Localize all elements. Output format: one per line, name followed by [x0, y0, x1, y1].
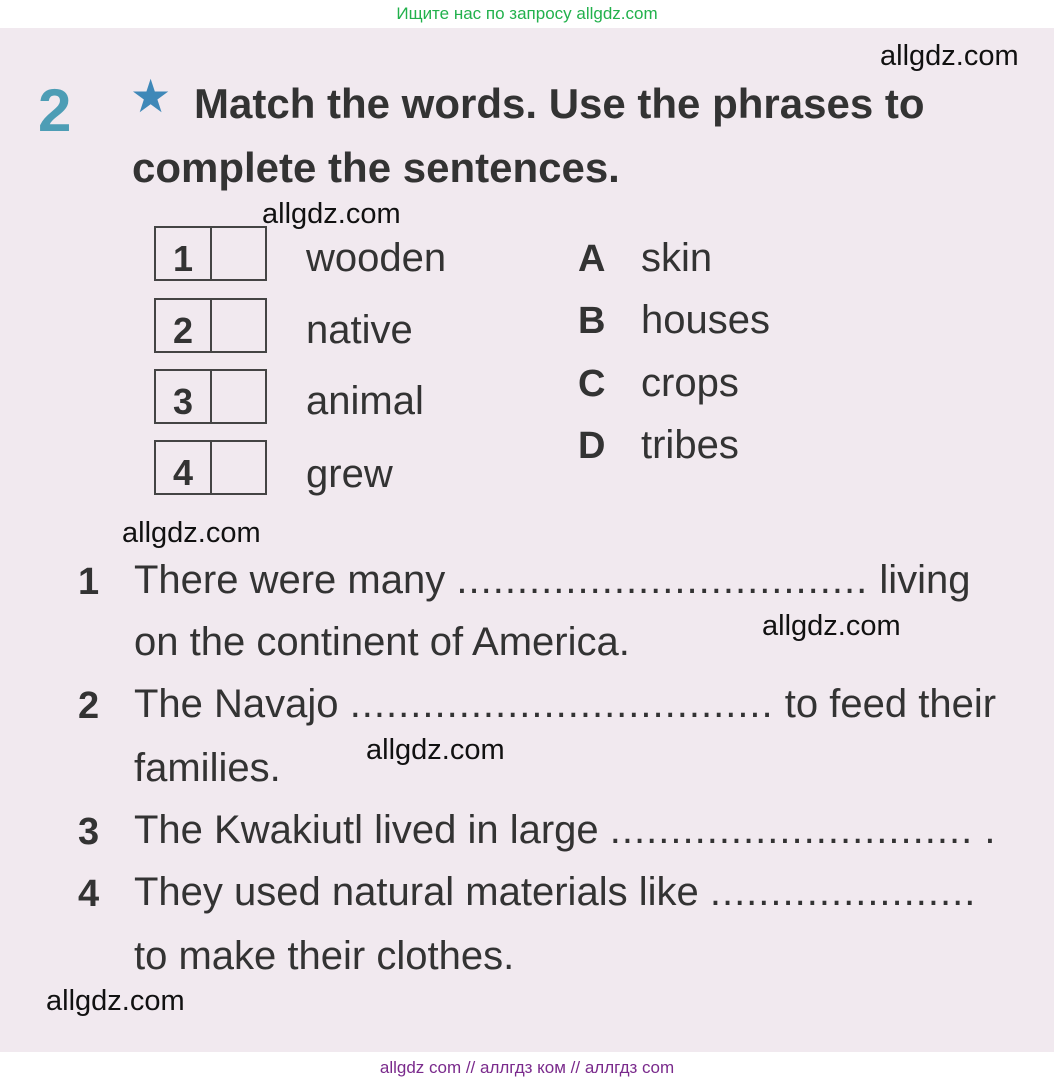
- left-word: native: [306, 308, 413, 352]
- answer-blank[interactable]: ......................: [709, 870, 977, 914]
- option-word: skin: [641, 236, 713, 280]
- sentence-line: [134, 808, 995, 853]
- task-number: 2: [38, 77, 72, 144]
- top-banner: [0, 0, 1054, 28]
- left-word: grew: [306, 452, 393, 496]
- match-box-2: [154, 298, 267, 353]
- match-number: 3: [156, 371, 212, 422]
- sentence-number: 3: [78, 811, 100, 853]
- answer-blank[interactable]: ..............................: [609, 808, 974, 852]
- sentence-number: 4: [78, 873, 100, 915]
- match-box-3: [154, 369, 267, 424]
- match-number: 2: [156, 300, 212, 351]
- watermark: allgdz.com: [366, 734, 505, 766]
- option-letter: D: [578, 425, 606, 467]
- bottom-banner-text: allgdz com // аллгдз ком // аллгдз com: [379, 1058, 675, 1077]
- sentence-text: There were many: [134, 558, 446, 602]
- bottom-banner: [0, 1052, 1054, 1082]
- sentence-line: [134, 870, 976, 915]
- sentence-text: living: [879, 558, 971, 602]
- watermark: allgdz.com: [880, 40, 1019, 72]
- option-letter: B: [578, 300, 606, 342]
- option-letter: C: [578, 363, 606, 405]
- answer-cell-4[interactable]: [212, 442, 265, 493]
- task-instruction: Match the words. Use the phrases to complete the sentences.: [132, 80, 925, 191]
- match-box-1: [154, 226, 267, 281]
- option-letter: A: [578, 238, 606, 280]
- sentence-line: on the continent of America.: [134, 620, 630, 664]
- sentence-text: .: [984, 808, 996, 852]
- left-word: animal: [306, 379, 424, 423]
- sentence-text: They used natural materials like: [134, 870, 699, 914]
- sentence-line: families.: [134, 746, 281, 790]
- match-number: 4: [156, 442, 212, 493]
- option-word: houses: [641, 298, 770, 342]
- answer-cell-2[interactable]: [212, 300, 265, 351]
- answer-blank[interactable]: ..................................: [456, 558, 869, 602]
- sentence-text: The Kwakiutl lived in large: [134, 808, 599, 852]
- answer-cell-1[interactable]: [212, 228, 265, 279]
- watermark: allgdz.com: [122, 517, 261, 549]
- sentence-text: The Navajo: [134, 682, 339, 726]
- answer-blank[interactable]: ...................................: [349, 682, 774, 726]
- sentence-number: 1: [78, 561, 100, 603]
- sentence-text: to feed their: [784, 682, 997, 726]
- sentence-line: [134, 682, 996, 727]
- match-box-4: [154, 440, 267, 495]
- watermark: allgdz.com: [762, 610, 901, 642]
- textbook-page: [0, 28, 1054, 1052]
- left-word: wooden: [306, 236, 447, 280]
- match-number: 1: [156, 228, 212, 279]
- sentence-line: [134, 558, 971, 603]
- star-icon: ★: [130, 70, 172, 122]
- sentence-line: to make their clothes.: [134, 934, 515, 978]
- watermark: allgdz.com: [262, 198, 401, 230]
- top-banner-text: Ищите нас по запросу allgdz.com: [396, 4, 658, 23]
- option-word: tribes: [641, 423, 739, 467]
- option-word: crops: [641, 361, 739, 405]
- answer-cell-3[interactable]: [212, 371, 265, 422]
- watermark: allgdz.com: [46, 985, 185, 1017]
- sentence-number: 2: [78, 685, 100, 727]
